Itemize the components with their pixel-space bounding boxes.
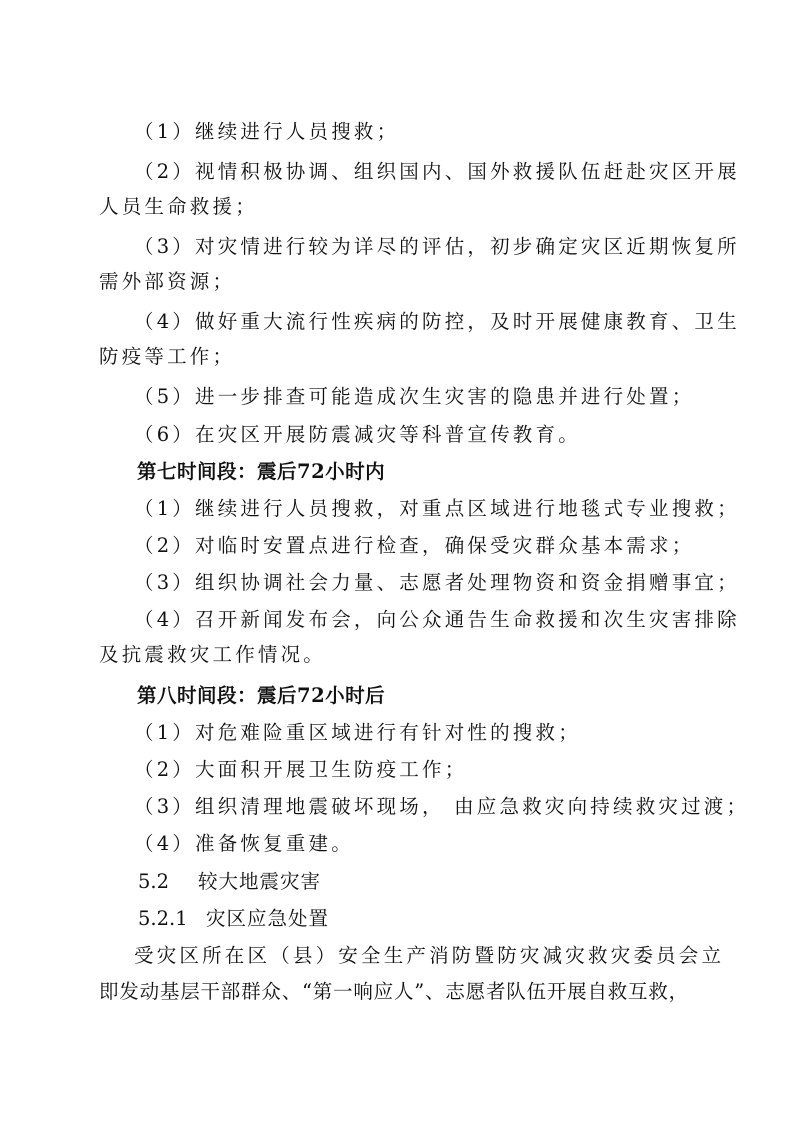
- subsection-number: 5.2.1: [138, 907, 188, 930]
- list-item: （5）进一步排查可能造成次生灾害的隐患并进行处置；: [134, 385, 695, 408]
- list-item: （4）召开新闻发布会，向公众通告生命救援和次生灾害排除: [134, 608, 740, 631]
- list-item: （6）在灾区开展防震减灾等科普宣传教育。: [134, 423, 581, 446]
- paragraph-line: 受灾区所在区（县）安全生产消防暨防灾减灾救灾委员会立: [134, 944, 725, 967]
- list-item: （1）继续进行人员搜救；: [134, 120, 400, 143]
- list-item-continuation: 及抗震救灾工作情况。: [99, 643, 327, 666]
- list-item-continuation: 人员生命救援；: [99, 195, 258, 218]
- list-item: （1）对危难险重区域进行有针对性的搜救；: [134, 721, 581, 744]
- stage-heading: 第七时间段：震后72小时内: [137, 460, 386, 483]
- subsection-title: 灾区应急处置: [206, 907, 330, 930]
- list-item: （2）大面积开展卫生防疫工作；: [134, 758, 468, 781]
- list-item: （2）视情积极协调、组织国内、国外救援队伍赶赴灾区开展: [134, 160, 740, 183]
- paragraph-line: 即发动基层干部群众、“第一响应人”、志愿者队伍开展自救互救，: [99, 980, 689, 1003]
- list-item: （3）对灾情进行较为详尽的评估，初步确定灾区近期恢复所: [134, 235, 740, 258]
- list-item-continuation: 需外部资源；: [99, 270, 236, 293]
- section-heading: [138, 868, 698, 896]
- stage-heading: 第八时间段：震后72小时后: [137, 684, 386, 707]
- section-number: 5.2: [138, 870, 170, 893]
- list-item: （4）做好重大流行性疾病的防控，及时开展健康教育、卫生: [134, 310, 740, 333]
- list-item: （1）继续进行人员搜救，对重点区域进行地毯式专业搜救；: [134, 497, 740, 520]
- list-item: （3）组织协调社会力量、志愿者处理物资和资金捐赠事宜；: [134, 571, 740, 594]
- list-item: （4）准备恢复重建。: [134, 832, 354, 855]
- section-title: 较大地震灾害: [198, 870, 322, 893]
- list-item: （3）组织清理地震破坏现场， 由应急救灾向持续救灾过渡；: [134, 795, 750, 818]
- subsection-heading: [138, 905, 698, 933]
- list-item: （2）对临时安置点进行检查，确保受灾群众基本需求；: [134, 534, 695, 557]
- list-item-continuation: 防疫等工作；: [99, 345, 236, 368]
